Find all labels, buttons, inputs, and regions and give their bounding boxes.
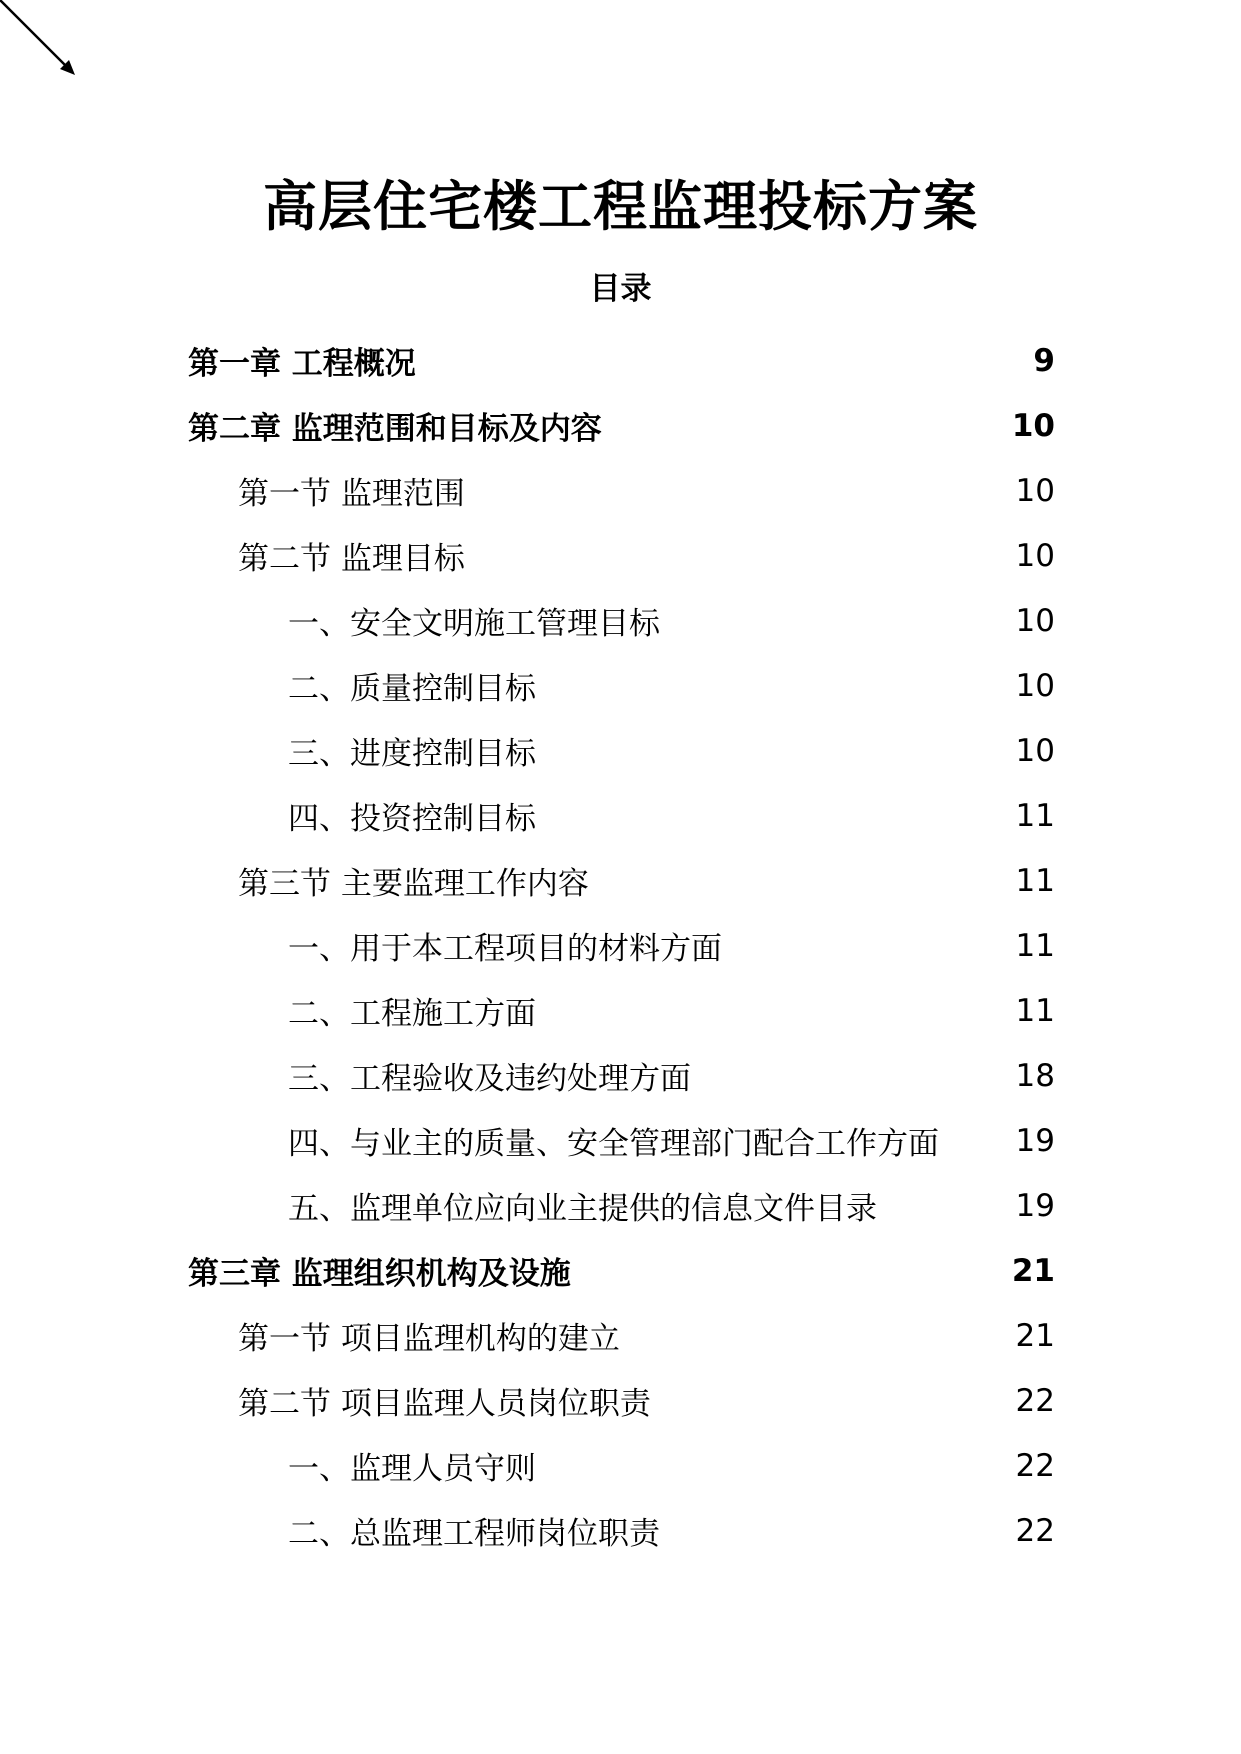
- toc-entry-label: 二、总监理工程师岗位职责: [288, 1516, 660, 1552]
- toc-entry-label: 第二章 监理范围和目标及内容: [188, 411, 602, 447]
- toc-entry-page: 10: [1015, 602, 1055, 639]
- toc-entry[interactable]: [188, 458, 1055, 523]
- toc-entry-label: 第二节 项目监理人员岗位职责: [238, 1386, 651, 1422]
- toc-entry-page: 11: [1015, 797, 1055, 834]
- toc-entry-label: 一、安全文明施工管理目标: [288, 606, 660, 642]
- toc-entry-label: 五、监理单位应向业主提供的信息文件目录: [288, 1191, 877, 1227]
- toc-entry-label: 第一节 监理范围: [238, 476, 465, 512]
- toc-entry-page: 9: [1033, 342, 1055, 379]
- toc-entry-page: 11: [1015, 992, 1055, 1029]
- toc-entry-label: 第一节 项目监理机构的建立: [238, 1321, 620, 1357]
- toc-entry-label: 二、质量控制目标: [288, 671, 536, 707]
- toc-entry[interactable]: [188, 328, 1055, 393]
- toc-entry-label: 三、进度控制目标: [288, 736, 536, 772]
- toc-entry[interactable]: [188, 1173, 1055, 1238]
- toc-entry[interactable]: [188, 523, 1055, 588]
- toc-entry-page: 22: [1015, 1512, 1055, 1549]
- toc-entry[interactable]: [188, 1043, 1055, 1108]
- toc-entry-label: 三、工程验收及违约处理方面: [288, 1061, 691, 1097]
- toc-entry[interactable]: [188, 718, 1055, 783]
- toc-entry-label: 一、用于本工程项目的材料方面: [288, 931, 722, 967]
- toc-entry-page: 11: [1015, 862, 1055, 899]
- toc-entry[interactable]: [188, 1108, 1055, 1173]
- toc-entry-page: 10: [1015, 537, 1055, 574]
- toc-entry-page: 22: [1015, 1447, 1055, 1484]
- toc-entry[interactable]: [188, 1433, 1055, 1498]
- corner-arrow-icon: [0, 0, 80, 80]
- toc-entry[interactable]: [188, 1368, 1055, 1433]
- toc-entry-label: 一、监理人员守则: [288, 1451, 536, 1487]
- toc-entry[interactable]: [188, 978, 1055, 1043]
- toc-entry-page: 10: [1015, 667, 1055, 704]
- toc-heading: 目录: [589, 271, 652, 307]
- toc-entry-page: 18: [1015, 1057, 1055, 1094]
- toc-entry[interactable]: [188, 913, 1055, 978]
- toc-entry-page: 10: [1015, 472, 1055, 509]
- toc-entry-page: 21: [1011, 1252, 1055, 1289]
- toc-entry[interactable]: [188, 783, 1055, 848]
- toc-entry-page: 11: [1015, 927, 1055, 964]
- document-title: 高层住宅楼工程监理投标方案: [263, 175, 978, 238]
- toc-entry-page: 19: [1015, 1122, 1055, 1159]
- toc-entry-page: 19: [1015, 1187, 1055, 1224]
- toc-entry[interactable]: [188, 1498, 1055, 1563]
- toc-entry-page: 21: [1015, 1317, 1055, 1354]
- toc-entry[interactable]: [188, 393, 1055, 458]
- toc-entry-label: 第三章 监理组织机构及设施: [188, 1256, 571, 1292]
- toc-entry[interactable]: [188, 1303, 1055, 1368]
- toc-entry-label: 第三节 主要监理工作内容: [238, 866, 589, 902]
- toc-entry-label: 第一章 工程概况: [188, 346, 416, 382]
- toc-entry-label: 四、投资控制目标: [288, 801, 536, 837]
- toc-entry[interactable]: [188, 848, 1055, 913]
- toc-entry[interactable]: [188, 588, 1055, 653]
- toc-entry[interactable]: [188, 1238, 1055, 1303]
- toc-entry-page: 10: [1011, 407, 1055, 444]
- table-of-contents: [188, 328, 1055, 1563]
- toc-entry[interactable]: [188, 653, 1055, 718]
- toc-entry-label: 二、工程施工方面: [288, 996, 536, 1032]
- toc-entry-page: 22: [1015, 1382, 1055, 1419]
- toc-entry-label: 四、与业主的质量、安全管理部门配合工作方面: [288, 1126, 939, 1162]
- toc-entry-page: 10: [1015, 732, 1055, 769]
- toc-entry-label: 第二节 监理目标: [238, 541, 465, 577]
